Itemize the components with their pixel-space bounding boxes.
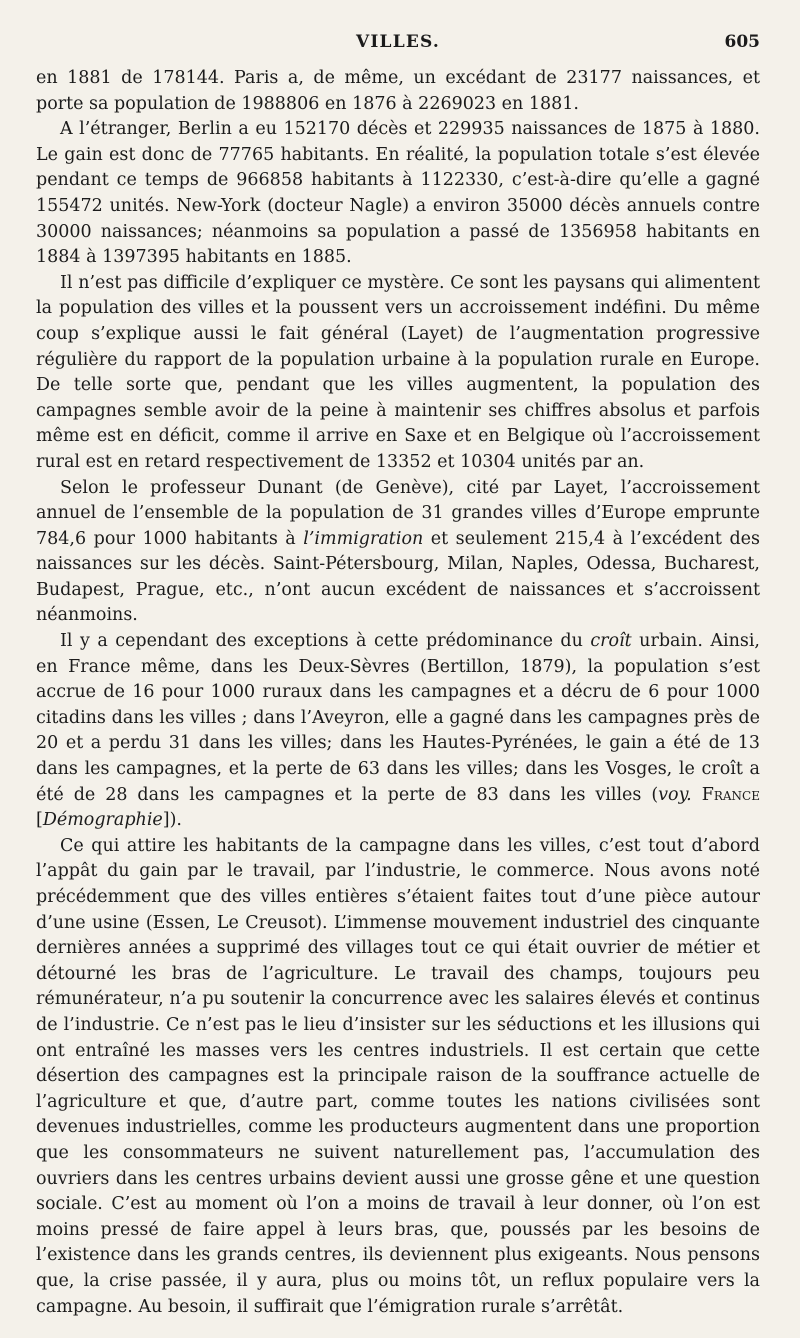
text-segment: Il y a cependant des exceptions à cette prédominance du: [60, 631, 591, 652]
text-segment: urbain. Ainsi, en France même, dans les Deux-Sèvres (Bertillon, 1879), la population s’est accrue de 16 pour 1000 ruraux dans les campagnes et a décru de 6 pour 1000 citadins dans les villes ; dans l’Aveyron, elle a gagné dans les campagnes près de 20 et a perdu 31 dans les villes; dans les Hautes-Pyrénées, le gain a été de 13 dans les campagnes, et la perte de 63 dans les villes; dans les Vosges, le croît a été de 28 dans les campagnes et la perte de 83 dans les villes (: [36, 631, 760, 805]
article-body: [36, 66, 760, 1320]
italic-term-immigration: l’immigration: [303, 528, 424, 549]
paragraph-6: [36, 834, 760, 1320]
paragraph-5: [36, 629, 760, 834]
paragraph-2: [36, 117, 760, 271]
page-header: [36, 30, 760, 66]
smallcaps-france: France: [701, 784, 760, 805]
paragraph-1: [36, 66, 760, 117]
text-segment: A l’étranger, Berlin a eu 152170 décès et 229935 naissances de 1875 à 1880. Le gain est donc de 77765 habitants. En réalité, la population totale s’est élevée pendant ce temps de 966858 habitants à 1122330, c’est-à-dire qu’elle a gagné 155472 unités. New-York (docteur Nagle) a environ 35000 décès annuels contre 30000 naissances; néanmoins sa population a passé de 1356958 habitants en 1884 à 1397395 habitants en 1885.: [36, 119, 760, 268]
text-segment: Selon le professeur Dunant (de Genève), cité par Layet, l’accroissement annuel de l’ensemble de la population de 31 grandes villes d’Europe emprunte 784,6 pour 1000 habitants à: [36, 477, 760, 549]
text-segment: et seulement 215,4 à l’excédent des naissances sur les décès. Saint-Pétersbourg, Milan, Naples, Odessa, Bucharest, Budapest, Prague, etc., n’ont aucun excédent de naissances et s’accroissent néanmoins.: [36, 528, 761, 626]
italic-reference-voy: voy.: [658, 784, 692, 805]
text-segment: [: [36, 810, 43, 831]
text-segment: en 1881 de 178144. Paris a, de même, un excédant de 23177 naissances, et porte sa population de 1988806 en 1876 à 2269023 en 1881.: [36, 68, 760, 114]
text-segment: [692, 785, 702, 805]
text-segment: Ce qui attire les habitants de la campagne dans les villes, c’est tout d’abord l’appât du gain par le travail, par l’industrie, le commerce. Nous avons noté précédemment que des villes entières s’étaient faites tout d’une pièce autour d’une usine (Essen, Le Creusot). L’immense mouvement industriel des cinquante dernières années a supprimé des villages tout ce qui était ouvrier de métier et détourné les bras de l’agriculture. Le travail des champs, toujours peu rémunérateur, n’a pu soutenir la concurrence avec les salaires élevés et continus de l’industrie. Ce n’est pas le lieu d’insister sur les séductions et les illusions qui ont entraîné les masses vers les centres industriels. Il est certain que cette désertion des campagnes est la principale raison de la souffrance actuelle de l’agriculture et que, d’autre part, comme toutes les nations civilisées sont devenues industrielles, comme les producteurs augmentent dans une proportion que les consommateurs ne suivent naturellement pas, l’accumulation des ouvriers dans les centres urbains devient aussi une grosse gêne et une question sociale. C’est au moment où l’on a moins de travail à leur donner, où l’on est moins pressé de faire appel à leurs bras, que, poussés par les besoins de l’existence dans les grands centres, ils deviennent plus exigeants. Nous pensons que, la crise passée, il y aura, plus ou moins tôt, un reflux populaire vers la campagne. Au besoin, il suffirait que l’émigration rurale s’arrêtât.: [36, 835, 760, 1317]
text-segment: Il n’est pas difficile d’expliquer ce mystère. Ce sont les paysans qui alimentent la population des villes et la poussent vers un accroissement indéfini. Du même coup s’explique aussi le fait général (Layet) de l’augmentation progressive régulière du rapport de la population urbaine à la population rurale en Europe. De telle sorte que, pendant que les villes augmentent, la population des campagnes semble avoir de la peine à maintenir ses chiffres absolus et parfois même est en déficit, comme il arrive en Saxe et en Belgique où l’accroissement rural est en retard respectivement de 13352 et 10304 unités par an.: [36, 272, 760, 472]
page-number: 605: [724, 32, 760, 52]
running-title: VILLES.: [356, 32, 440, 52]
paragraph-3: [36, 271, 760, 476]
italic-term-croit: croît: [590, 631, 632, 652]
italic-term-demographie: Démographie: [42, 810, 163, 831]
paragraph-4: [36, 476, 760, 630]
text-segment: ]).: [162, 810, 182, 831]
